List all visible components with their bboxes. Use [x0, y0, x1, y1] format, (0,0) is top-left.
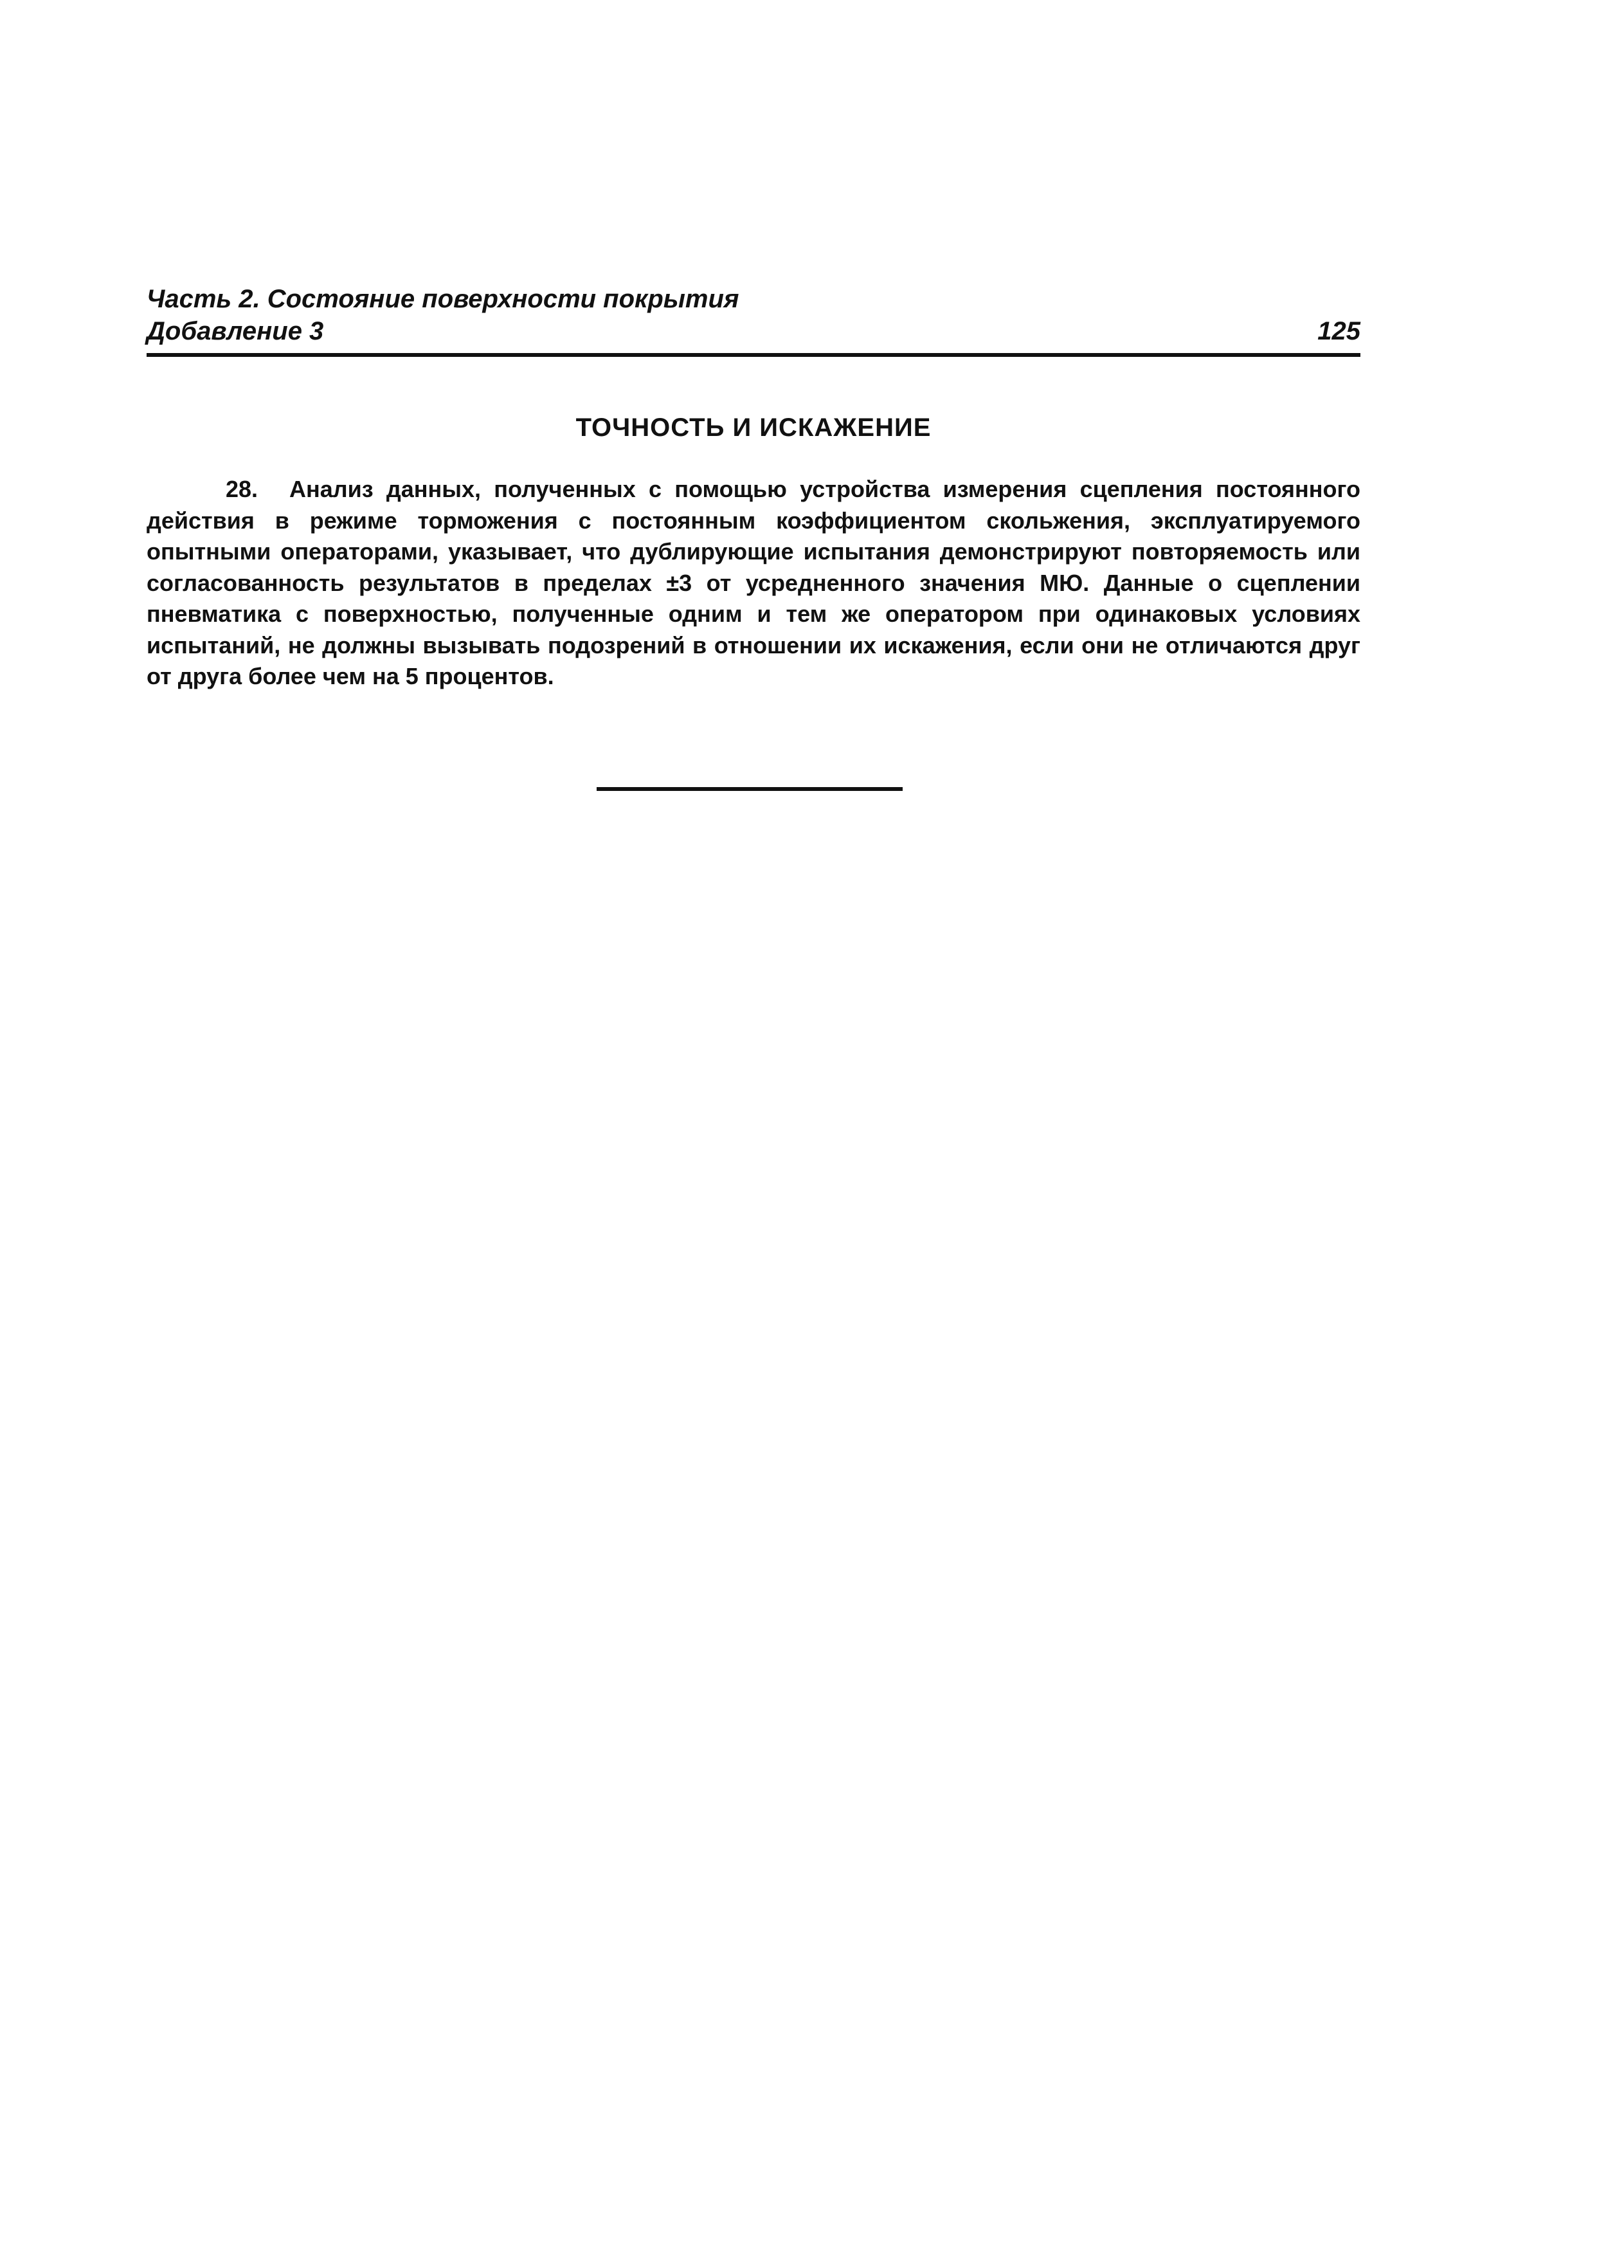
header-divider	[147, 353, 1360, 357]
body-paragraph	[147, 474, 1360, 693]
header-part-title: Часть 2. Состояние поверхности покрытия	[147, 285, 739, 313]
running-header	[147, 283, 1360, 347]
header-appendix-title: Добавление 3	[147, 317, 324, 345]
paragraph-text: Анализ данных, полученных с помощью устройства измерения сцепления постоянного действия в режиме торможения с постоянным коэффициентом скольжения, эксплуатируемого опытными операторами, указывает, что дублирующие испытания демонстрируют повторяемость или согласованность результатов в пределах ±3 от усредненного значения МЮ. Данные о сцеплении пневматика с поверхностью, полученные одним и тем же оператором при одинаковых условиях испытаний, не должны вызывать подозрений в отношении их искажения, если они не отличаются друг от друга более чем на 5 процентов.	[147, 476, 1360, 689]
section-end-rule	[597, 787, 903, 791]
page-number: 125	[1317, 317, 1360, 345]
header-second-row	[147, 315, 1360, 347]
paragraph-number: 28.	[226, 476, 258, 502]
section-heading: ТОЧНОСТЬ И ИСКАЖЕНИЕ	[575, 413, 932, 442]
